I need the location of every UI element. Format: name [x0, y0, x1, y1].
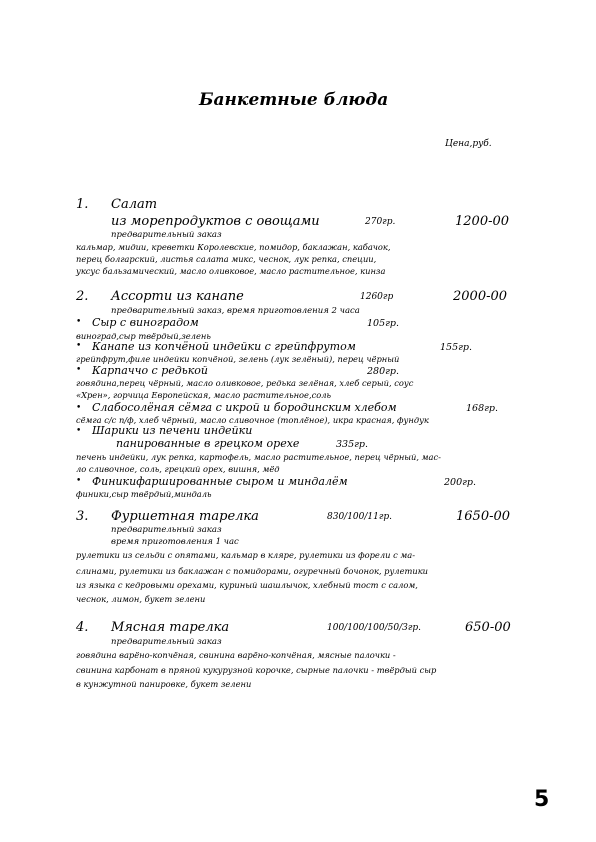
item-weight: 830/100/11гр.: [327, 512, 393, 522]
bullet: •: [76, 365, 82, 375]
bullet: •: [76, 426, 82, 436]
item-price: 1200-00: [455, 214, 510, 229]
bullet: •: [76, 403, 82, 413]
item-number: 1.: [76, 197, 89, 212]
subitem-name: Шарики из печени индейки: [92, 424, 253, 437]
item-weight: 270гр.: [365, 217, 396, 227]
subitem-weight: 168гр.: [466, 403, 499, 414]
ingredients-line: говядина варёно-копчёная, свинина варёно-копчёная, мясные палочки -: [76, 650, 396, 660]
bullet: •: [76, 317, 82, 327]
item-note: предварительный заказ: [111, 525, 222, 535]
subitem-weight: 280гр.: [367, 366, 400, 377]
subitem-name: Финикифаршированные сыром и миндалём: [92, 475, 348, 488]
ingredients-line: сёмга с/с п/ф, хлеб чёрный, масло сливочное (топлёное), икра красная, фундук: [76, 415, 429, 425]
ingredients-line: из языка с кедровыми орехами, куриный шашлычок, хлебный тост с салом,: [76, 580, 418, 590]
subitem-weight: 335гр.: [336, 439, 369, 450]
item-name: Ассорти из канапе: [111, 289, 244, 304]
bullet: •: [76, 476, 82, 486]
subitem-name: Карпаччо с редькой: [92, 364, 209, 377]
item-name: Мясная тарелка: [111, 620, 230, 635]
ingredients-line: печень индейки, лук репка, картофель, масло растительное, перец чёрный, мас-: [76, 452, 441, 462]
item-number: 4.: [76, 620, 89, 635]
ingredients-line: в кунжутной панировке, букет зелени: [76, 679, 252, 689]
ingredients-line: слинами, рулетики из баклажан с помидорами, огуречный бочонок, рулетики: [76, 566, 428, 576]
ingredients-line: свинина карбонат в пряной кукурузной корочке, сырные палочки - твёрдый сыр: [76, 665, 437, 675]
ingredients-line: грейпфрут,филе индейки копчёной, зелень (лук зелёный), перец чёрный: [76, 354, 400, 364]
subitem-name-line2: панированные в грецком орехе: [116, 437, 300, 450]
bullet: •: [76, 341, 82, 351]
ingredients-line: говядина,перец чёрный, масло оливковое, редька зелёная, хлеб серый, соус: [76, 378, 414, 388]
subitem-weight: 155гр.: [440, 342, 473, 353]
item-note: предварительный заказ: [111, 230, 222, 240]
ingredients-line: финики,сыр твёрдый,миндаль: [76, 489, 212, 499]
ingredients-line: ло сливочное, соль, грецкий орех, вишня, мёд: [76, 464, 280, 474]
item-name-line2: из морепродуктов с овощами: [111, 214, 320, 229]
item-number: 3.: [76, 509, 89, 524]
item-note: предварительный заказ, время приготовления 2 часа: [111, 306, 360, 316]
item-weight: 1260гр: [360, 292, 394, 302]
subitem-weight: 105гр.: [367, 318, 400, 329]
item-price: 1650-00: [456, 509, 511, 524]
page-number: 5: [534, 787, 550, 812]
item-price: 2000-00: [453, 289, 508, 304]
ingredients-line: виноград,сыр твёрдый,зелень: [76, 331, 211, 341]
ingredients-line: кальмар, мидии, креветки Королевские, помидор, баклажан, кабачок,: [76, 242, 391, 252]
ingredients-line: «Хрен», горчица Европейская, масло растительное,соль: [76, 390, 332, 400]
subitem-name: Канапе из копчёной индейки с грейпфрутом: [92, 340, 356, 353]
ingredients-line: чеснок, лимон, букет зелени: [76, 594, 206, 604]
item-name: Фуршетная тарелка: [111, 509, 259, 524]
subitem-name: Слабосолёная сёмга с икрой и бородинским хлебом: [92, 401, 397, 414]
subitem-weight: 200гр.: [444, 477, 477, 488]
price-header: Цена,руб.: [445, 139, 492, 149]
item-number: 2.: [76, 289, 89, 304]
item-name: Салат: [111, 197, 158, 212]
item-note-2: время приготовления 1 час: [111, 537, 239, 547]
ingredients-line: уксус бальзамический, масло оливковое, масло растительное, кинза: [76, 266, 386, 276]
item-price: 650-00: [465, 620, 511, 635]
ingredients-line: перец болгарский, листья салата микс, чеснок, лук репка, специи,: [76, 254, 377, 264]
item-note: предварительный заказ: [111, 637, 222, 647]
page-title: Банкетные блюда: [199, 90, 389, 110]
ingredients-line: рулетики из сельди с опятами, кальмар в кляре, рулетики из форели с ма-: [76, 550, 416, 560]
item-weight: 100/100/100/50/3гр.: [327, 623, 422, 633]
subitem-name: Сыр с виноградом: [92, 316, 199, 329]
